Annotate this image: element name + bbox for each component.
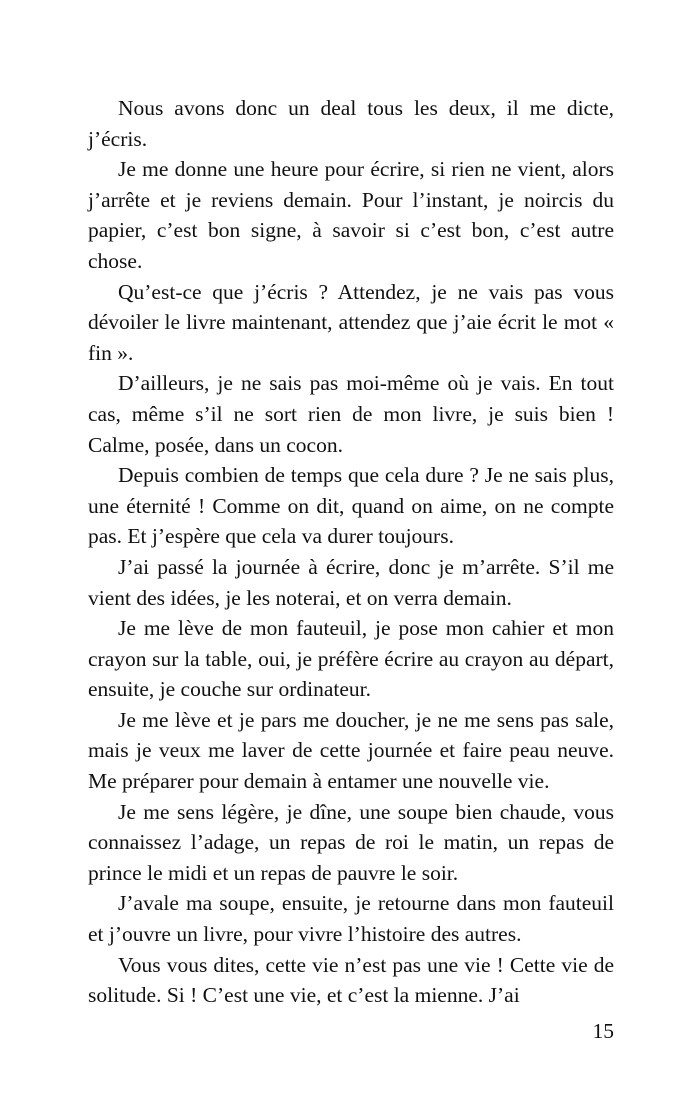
paragraph-7: Je me lève de mon fauteuil, je pose mon cahier et mon crayon sur la table, oui, je préfère écrire au crayon au départ, ensuite, je couche sur ordinateur.	[88, 616, 614, 702]
paragraph-10: J’avale ma soupe, ensuite, je retourne dans mon fauteuil et j’ouvre un livre, pour vivre l’histoire des autres.	[88, 891, 614, 947]
body-text	[88, 93, 614, 1011]
paragraph-9: Je me sens légère, je dîne, une soupe bien chaude, vous connaissez l’adage, un repas de roi le matin, un repas de prince le midi et un repas de pauvre le soir.	[88, 799, 614, 885]
paragraph-6: J’ai passé la journée à écrire, donc je m’arrête. S’il me vient des idées, je les noterai, et on verra demain.	[88, 554, 614, 610]
page-number: 15	[592, 1019, 614, 1043]
paragraph-4: D’ailleurs, je ne sais pas moi-même où je vais. En tout cas, même s’il ne sort rien de mon livre, je suis bien ! Calme, posée, dans un cocon.	[88, 371, 614, 457]
paragraph-8: Je me lève et je pars me doucher, je ne me sens pas sale, mais je veux me laver de cette journée et faire peau neuve. Me préparer pour demain à entamer une nouvelle vie.	[88, 707, 614, 794]
paragraph-11: Vous vous dites, cette vie n’est pas une vie ! Cette vie de solitude. Si ! C’est une vie, et c’est la mienne. J’ai	[88, 952, 614, 1008]
paragraph-5: Depuis combien de temps que cela dure ? Je ne sais plus, une éternité ! Comme on dit, quand on aime, on ne compte pas. Et j’espère que cela va durer toujours.	[88, 463, 614, 549]
paragraph-1: Nous avons donc un deal tous les deux, il me dicte, j’écris.	[88, 96, 614, 151]
paragraph-2: Je me donne une heure pour écrire, si rien ne vient, alors j’arrête et je reviens demain. Pour l’instant, je noircis du papier, c’est bon signe, à savoir si c’est bon, c’est autre chose.	[88, 157, 614, 273]
paragraph-3: Qu’est-ce que j’écris ? Attendez, je ne vais pas vous dévoiler le livre maintenant, attendez que j’aie écrit le mot « fin ».	[88, 279, 614, 365]
